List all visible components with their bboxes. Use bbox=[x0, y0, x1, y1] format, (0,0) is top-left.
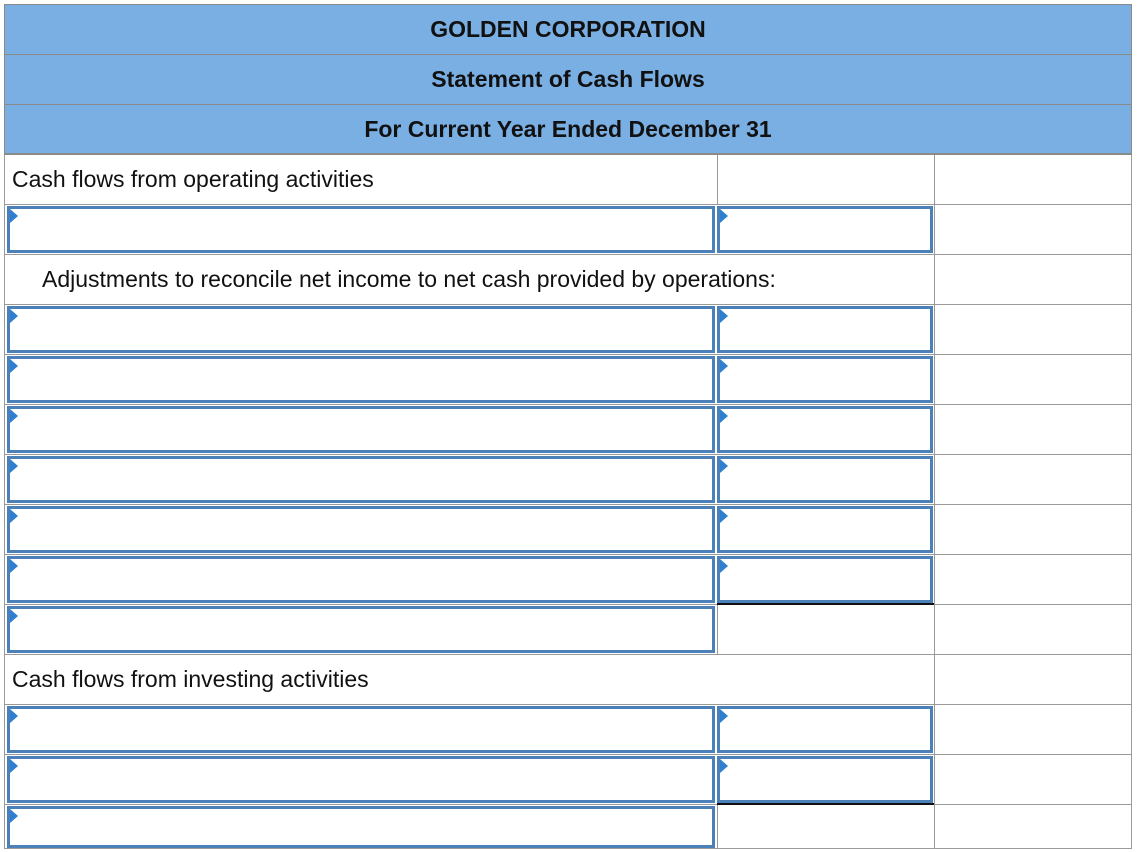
investing-activities-heading-row bbox=[4, 655, 1132, 705]
dropdown-arrow-icon bbox=[10, 209, 18, 223]
investing-total-row bbox=[4, 805, 1132, 849]
account-dropdown[interactable] bbox=[7, 606, 715, 653]
dropdown-arrow-icon bbox=[10, 309, 18, 323]
operating-activities-heading-row bbox=[4, 155, 1132, 205]
adjustment-input-row bbox=[4, 455, 1132, 505]
account-dropdown[interactable] bbox=[7, 756, 715, 803]
dropdown-arrow-icon bbox=[720, 209, 728, 223]
period-header: For Current Year Ended December 31 bbox=[4, 104, 1132, 155]
amount-input[interactable] bbox=[717, 456, 933, 503]
company-name-header: GOLDEN CORPORATION bbox=[4, 4, 1132, 54]
operating-total-row bbox=[4, 605, 1132, 655]
account-dropdown[interactable] bbox=[7, 456, 715, 503]
dropdown-arrow-icon bbox=[720, 459, 728, 473]
account-dropdown[interactable] bbox=[7, 206, 715, 253]
dropdown-arrow-icon bbox=[720, 759, 728, 773]
statement-title-header: Statement of Cash Flows bbox=[4, 54, 1132, 104]
account-dropdown[interactable] bbox=[7, 506, 715, 553]
total-cell bbox=[934, 205, 1131, 254]
total-cell bbox=[934, 655, 1131, 704]
account-dropdown[interactable] bbox=[7, 406, 715, 453]
operating-input-row bbox=[4, 205, 1132, 255]
operating-activities-label: Cash flows from operating activities bbox=[12, 166, 374, 192]
dropdown-arrow-icon bbox=[10, 459, 18, 473]
total-cell bbox=[934, 255, 1131, 304]
dropdown-arrow-icon bbox=[10, 409, 18, 423]
dropdown-arrow-icon bbox=[720, 359, 728, 373]
adjustment-input-row bbox=[4, 405, 1132, 455]
amount-input[interactable] bbox=[717, 556, 933, 603]
investing-activities-label: Cash flows from investing activities bbox=[12, 666, 369, 692]
amount-input[interactable] bbox=[717, 756, 933, 803]
total-cell bbox=[934, 805, 1131, 848]
total-cell bbox=[934, 355, 1131, 404]
adjustment-input-row bbox=[4, 355, 1132, 405]
dropdown-arrow-icon bbox=[720, 409, 728, 423]
account-dropdown[interactable] bbox=[7, 806, 715, 848]
dropdown-arrow-icon bbox=[10, 809, 18, 823]
operating-label-cell bbox=[5, 155, 717, 204]
account-dropdown[interactable] bbox=[7, 306, 715, 353]
total-cell bbox=[934, 305, 1131, 354]
dropdown-arrow-icon bbox=[10, 609, 18, 623]
dropdown-arrow-icon bbox=[10, 759, 18, 773]
amount-input[interactable] bbox=[717, 356, 933, 403]
dropdown-arrow-icon bbox=[10, 559, 18, 573]
amount-cell bbox=[717, 155, 934, 204]
dropdown-arrow-icon bbox=[720, 709, 728, 723]
account-dropdown[interactable] bbox=[7, 706, 715, 753]
amount-cell bbox=[717, 805, 934, 848]
total-cell bbox=[934, 705, 1131, 754]
dropdown-arrow-icon bbox=[720, 559, 728, 573]
dropdown-arrow-icon bbox=[720, 309, 728, 323]
total-cell bbox=[934, 755, 1131, 804]
adjustment-input-row bbox=[4, 555, 1132, 605]
amount-input[interactable] bbox=[717, 306, 933, 353]
amount-input[interactable] bbox=[717, 706, 933, 753]
adjustment-input-row bbox=[4, 505, 1132, 555]
adjustment-input-row bbox=[4, 305, 1132, 355]
total-cell bbox=[934, 555, 1131, 604]
amount-cell bbox=[717, 605, 934, 654]
amount-input[interactable] bbox=[717, 206, 933, 253]
total-cell bbox=[934, 455, 1131, 504]
account-dropdown[interactable] bbox=[7, 356, 715, 403]
dropdown-arrow-icon bbox=[10, 709, 18, 723]
dropdown-arrow-icon bbox=[10, 509, 18, 523]
amount-input[interactable] bbox=[717, 506, 933, 553]
total-cell bbox=[934, 505, 1131, 554]
dropdown-arrow-icon bbox=[10, 359, 18, 373]
amount-input[interactable] bbox=[717, 406, 933, 453]
total-cell bbox=[934, 155, 1131, 204]
adjustments-label: Adjustments to reconcile net income to net cash provided by operations: bbox=[42, 266, 776, 292]
investing-label-cell bbox=[5, 655, 934, 704]
adjustments-label-cell bbox=[5, 255, 934, 304]
investing-input-row bbox=[4, 755, 1132, 805]
adjustments-heading-row bbox=[4, 255, 1132, 305]
total-cell bbox=[934, 605, 1131, 654]
account-dropdown[interactable] bbox=[7, 556, 715, 603]
total-cell bbox=[934, 405, 1131, 454]
cash-flow-statement-worksheet bbox=[4, 4, 1132, 849]
investing-input-row bbox=[4, 705, 1132, 755]
dropdown-arrow-icon bbox=[720, 509, 728, 523]
